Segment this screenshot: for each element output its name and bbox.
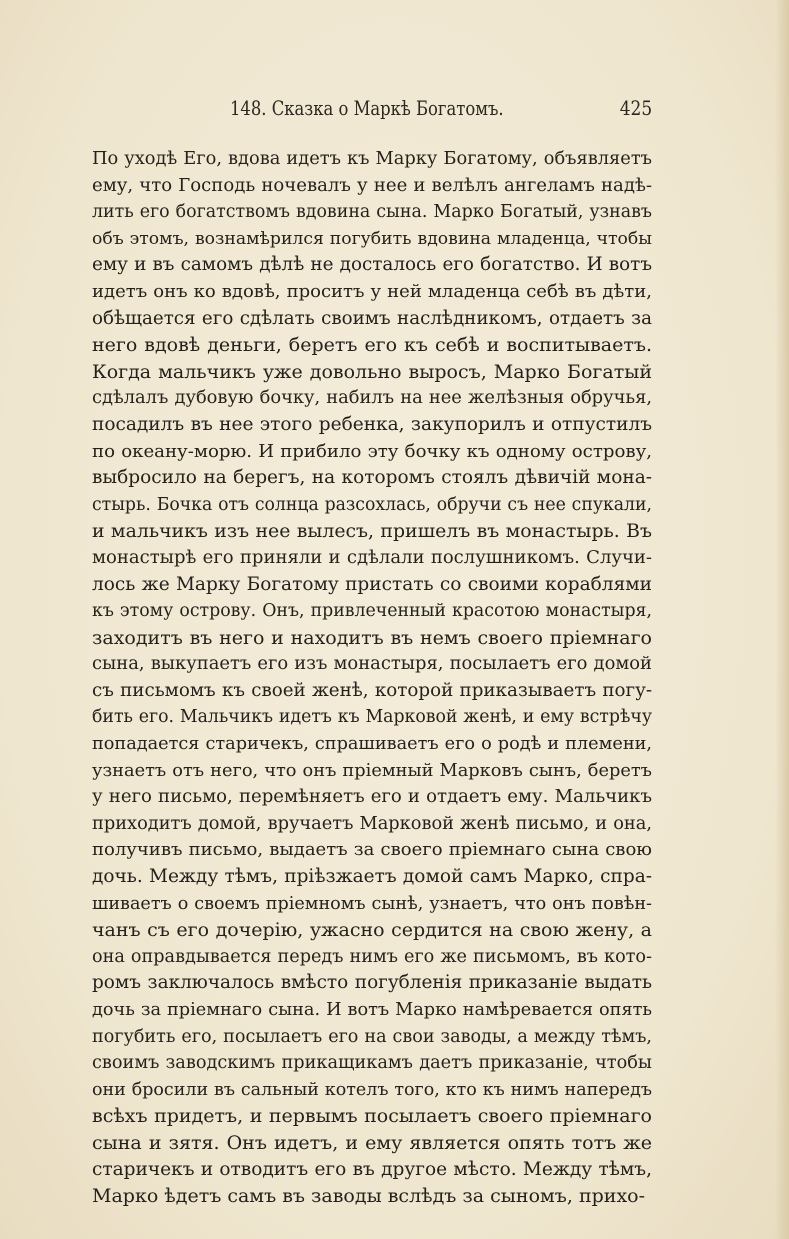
text-line: сына и зятя. Онъ идетъ, и ему является опять тотъ же — [92, 1131, 652, 1154]
text-line: посадилъ въ нее этого ребенка, закупорилъ и отпустилъ — [92, 413, 652, 435]
text-line: всѣхъ придетъ, и первымъ посылаетъ своего пріемнаго — [92, 1105, 652, 1128]
text-line: чанъ съ его дочерію, ужасно сердится на свою жену, а — [92, 919, 652, 942]
text-line: дочь. Между тѣмъ, пріѣзжаетъ домой самъ Марко, спра- — [92, 866, 652, 888]
text-line: шиваетъ о своемъ пріемномъ сынѣ, узнаетъ, что онъ повѣн- — [92, 893, 652, 914]
section-title: 148. Сказка о Маркѣ Богатомъ. — [230, 96, 504, 120]
text-line: погубить его, посылаетъ его на свои заводы, а между тѣмъ, — [92, 1026, 652, 1047]
text-line: По уходѣ Его, вдова идетъ къ Марку Богатому, объявляетъ — [92, 148, 652, 169]
text-line: получивъ письмо, выдаетъ за своего пріемнаго сына свою — [92, 839, 652, 861]
text-line: своимъ заводскимъ прикащикамъ даетъ приказаніе, чтобы — [92, 1053, 652, 1074]
text-line: съ письмомъ къ своей женѣ, которой приказываетъ погу- — [92, 679, 652, 701]
text-line: лить его богатствомъ вдовина сына. Марко Богатый, узнавъ — [92, 202, 652, 223]
text-line: дочь за пріемнаго сына. И вотъ Марко намѣревается опять — [92, 1000, 652, 1020]
text-line: попадается старичекъ, спрашиваетъ его о родѣ и племени, — [92, 734, 652, 755]
text-line: ему, что Господь ночевалъ у нее и велѣлъ ангеламъ надѣ- — [92, 174, 652, 196]
text-line: лось же Марку Богатому пристать со своими кораблями — [92, 573, 652, 595]
body-text — [92, 146, 652, 1210]
text-line: идетъ онъ ко вдовѣ, проситъ у ней младенца себѣ въ дѣти, — [92, 280, 652, 302]
text-line: узнаетъ отъ него, что онъ пріемный Марковъ сынъ, беретъ — [92, 760, 652, 781]
text-line: сдѣлалъ дубовую бочку, набилъ на нее желѣзныя обручья, — [92, 387, 652, 409]
text-line: ему и въ самомъ дѣлѣ не досталось его богатство. И вотъ — [92, 254, 652, 276]
text-line: Марко ѣдетъ самъ въ заводы вслѣдъ за сыномъ, прихо- — [92, 1185, 646, 1208]
text-line: Когда мальчикъ уже довольно выросъ, Марко Богатый — [92, 360, 652, 383]
text-line: обѣщается его сдѣлать своимъ наслѣдникомъ, отдаетъ за — [92, 307, 652, 329]
text-line: заходитъ въ него и находитъ въ немъ своего пріемнаго — [92, 626, 652, 649]
text-line: ромъ заключалось вмѣсто погубленія приказаніе выдать — [92, 972, 652, 994]
running-header — [92, 96, 652, 126]
page-edge-shadow — [775, 0, 789, 1239]
text-line: старичекъ и отводитъ его въ другое мѣсто. Между тѣмъ, — [92, 1158, 652, 1180]
text-line: она оправдывается передъ нимъ его же письмомъ, въ кото- — [92, 946, 652, 967]
text-line: у него письмо, перемѣняетъ его и отдаетъ ему. Мальчикъ — [92, 786, 652, 808]
text-line: монастырѣ его приняли и сдѣлали послушникомъ. Случи- — [92, 546, 652, 568]
text-line: къ этому острову. Онъ, привлеченный красотою монастыря, — [92, 601, 652, 622]
text-line: бить его. Мальчикъ идетъ къ Марковой женѣ, и ему встрѣчу — [92, 707, 652, 728]
text-line: объ этомъ, вознамѣрился погубить вдовина младенца, чтобы — [92, 228, 652, 249]
text-line: него вдовѣ деньги, беретъ его къ себѣ и воспитываетъ. — [92, 334, 652, 357]
text-line: сына, выкупаетъ его изъ монастыря, посылаетъ его домой — [92, 653, 652, 675]
text-line: приходитъ домой, вручаетъ Марковой женѣ письмо, и она, — [92, 812, 652, 834]
page-number: 425 — [619, 96, 652, 120]
text-line: по океану-морю. И прибило эту бочку къ одному острову, — [92, 440, 652, 462]
text-line: они бросили въ сальный котелъ того, кто къ нимъ напередъ — [92, 1079, 652, 1100]
text-line: стырь. Бочка отъ солнца разсохлась, обручи съ нее спукали, — [92, 494, 652, 515]
text-line: и мальчикъ изъ нее вылесъ, пришелъ въ монастырь. Въ — [92, 520, 652, 543]
text-line: выбросило на берегъ, на которомъ стоялъ дѣвичій мона- — [92, 467, 652, 489]
